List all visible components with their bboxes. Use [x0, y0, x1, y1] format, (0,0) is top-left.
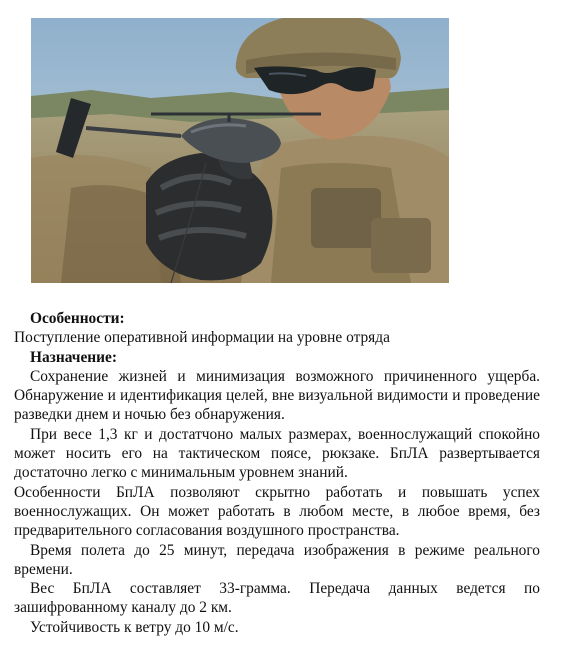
document-body [14, 309, 540, 637]
paragraph-weight-size: При весе 1,3 кг и достатчоно малых размерах, военнослужащий спокойно может носить его на тактическом поясе, рюкзаке. БпЛА развертывается достаточно легко с минимальным уровнем знаний. [14, 425, 540, 482]
purpose-heading: Назначение: [30, 348, 118, 366]
paragraph-flight-time: Время полета до 25 минут, передача изображения в режиме реального времени. [14, 541, 540, 578]
paragraph-wind: Устойчивость к ветру до 10 м/с. [30, 618, 239, 636]
paragraph-purpose: Сохранение жизней и минимизация возможного причиненного ущерба. Обнаружение и идентификация целей, вне визуальной видимости и проведение разведки днем и ночью без обнаружения. [14, 367, 540, 424]
features-heading: Особенности: [30, 310, 125, 327]
paragraph-data-link: Вес БпЛА составляет 33-грамма. Передача данных ведется по зашифрованному каналу до 2 км. [14, 580, 540, 617]
features-text: Поступление оперативной информации на уровне отряда [14, 329, 390, 347]
soldier-drone-photo [31, 18, 449, 283]
soldier-with-nano-drone-photo [31, 18, 449, 283]
paragraph-covert-ops: Особенности БпЛА позволяют скрытно работать и повышать успех военнослужащих. Он может работать в любом месте, в любое время, без предварительного согласования воздушного пространства. [14, 483, 540, 540]
